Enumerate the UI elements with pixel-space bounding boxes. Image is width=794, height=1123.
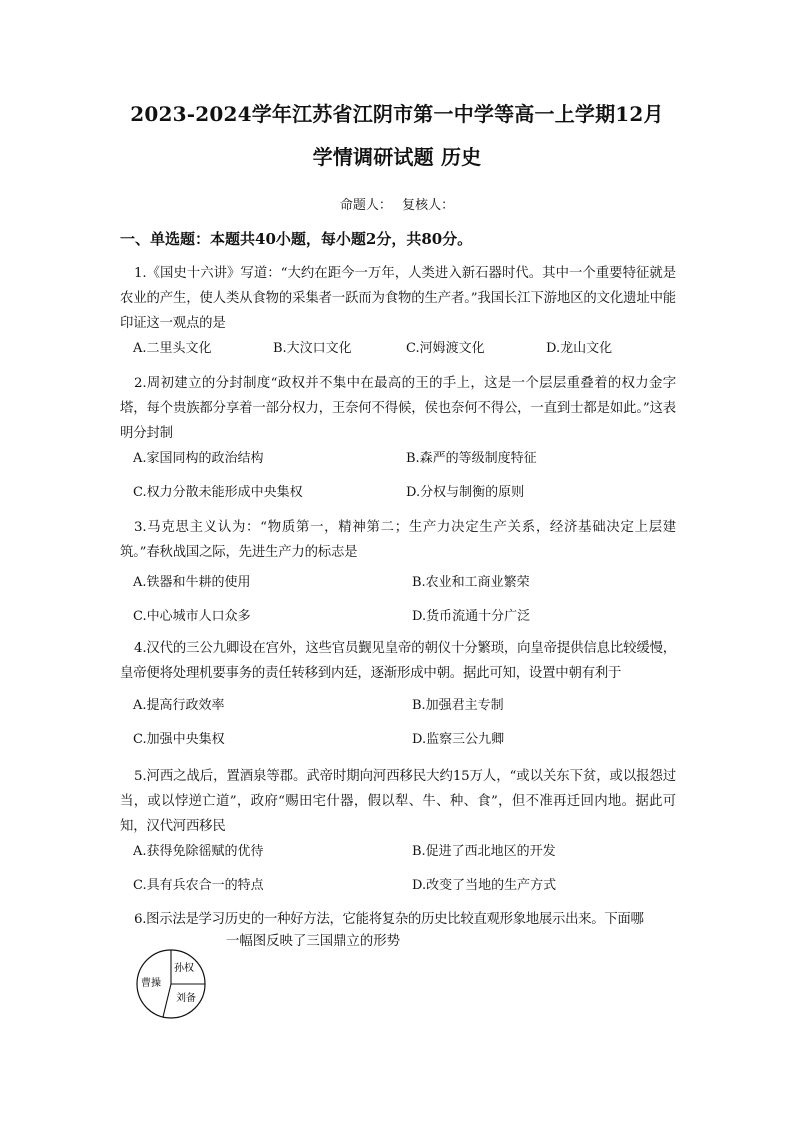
title-line-1: 2023-2024学年江苏省江阴市第一中学等高一上学期12月 [130, 102, 664, 126]
q3-option-c: C.中心城市人口众多 [133, 609, 251, 624]
question-5-stem: 5.河西之战后，置酒泉等郡。武帝时期向河西移民大约15万人，“或以关东下贫，或以报怨过当，或以悖逆亡道”，政府“赐田宅什器，假以犁、牛、种、食”，但不准再迁回内地。据此可知，汉代河西移民 [120, 769, 676, 834]
question-6-stem-line-1: 6.图示法是学习历史的一种好方法，它能将复杂的历史比较直观形象地展示出来。下面哪 [134, 912, 644, 927]
q1-option-b: B.大汶口文化 [273, 341, 352, 356]
title-line-2: 学情调研试题 历史 [312, 145, 482, 169]
q5-option-d: D.改变了当地的生产方式 [412, 878, 557, 893]
authors-line [0, 194, 794, 213]
q1-option-d: D.龙山文化 [546, 341, 613, 356]
q1-option-c: C.河姆渡文化 [406, 341, 485, 356]
reviewer-label: 复核人： [402, 198, 455, 213]
question-3-stem: 3.马克思主义认为：“物质第一，精神第二；生产力决定生产关系，经济基础决定上层建筑。”春秋战国之际，先进生产力的标志是 [120, 520, 676, 560]
q3-option-b: B.农业和工商业繁荣 [412, 575, 530, 590]
q5-option-b: B.促进了西北地区的开发 [412, 844, 556, 859]
q2-option-d: D.分权与制衡的原则 [406, 485, 525, 500]
q3-option-a: A.铁器和牛耕的使用 [133, 575, 251, 590]
q1-option-a: A.二里头文化 [133, 341, 212, 356]
q4-option-a: A.提高行政效率 [133, 698, 225, 713]
three-kingdoms-pie-diagram [133, 949, 213, 1021]
q5-option-c: C.具有兵农合一的特点 [133, 878, 264, 893]
diagram-label-liu-bei: 刘备 [176, 993, 196, 1004]
q4-option-b: B.加强君主专制 [412, 698, 504, 713]
diagram-label-cao-cao: 曹操 [141, 978, 161, 989]
question-6-stem-line-2: 一幅图反映了三国鼎立的形势 [226, 934, 401, 949]
q4-option-d: D.监察三公九卿 [412, 732, 505, 747]
q3-option-d: D.货币流通十分广泛 [412, 609, 531, 624]
q2-option-c: C.权力分散未能形成中央集权 [133, 485, 303, 500]
question-4-stem: 4.汉代的三公九卿设在宫外，这些官员觐见皇帝的朝仪十分繁琐，向皇帝提供信息比较缓慢，皇帝便将处理机要事务的责任转移到内廷，逐渐形成中朝。据此可知，设置中朝有利于 [120, 641, 676, 681]
q5-option-a: A.获得免除徭赋的优待 [133, 844, 264, 859]
q4-option-c: C.加强中央集权 [133, 732, 225, 747]
diagram-label-sun-quan: 孙权 [174, 963, 194, 974]
q2-option-a: A.家国同构的政治结构 [133, 451, 264, 466]
question-2-stem: 2.周初建立的分封制度“政权并不集中在最高的王的手上，这是一个层层重叠着的权力金字塔，每个贵族都分享着一部分权力，王奈何不得候，侯也奈何不得公，一直到士都是如此。”这表明分封制 [120, 376, 676, 441]
setter-label: 命题人： [339, 198, 392, 213]
section-heading: 一、单选题：本题共40小题，每小题2分，共80分。 [120, 230, 473, 248]
q2-option-b: B.森严的等级制度特征 [406, 451, 537, 466]
question-1-stem: 1.《国史十六讲》写道：“大约在距今一万年，人类进入新石器时代。其中一个重要特征就是农业的产生，使人类从食物的采集者一跃而为食物的生产者。”我国长江下游地区的文化遗址中能印证这一观点的是 [120, 266, 676, 331]
